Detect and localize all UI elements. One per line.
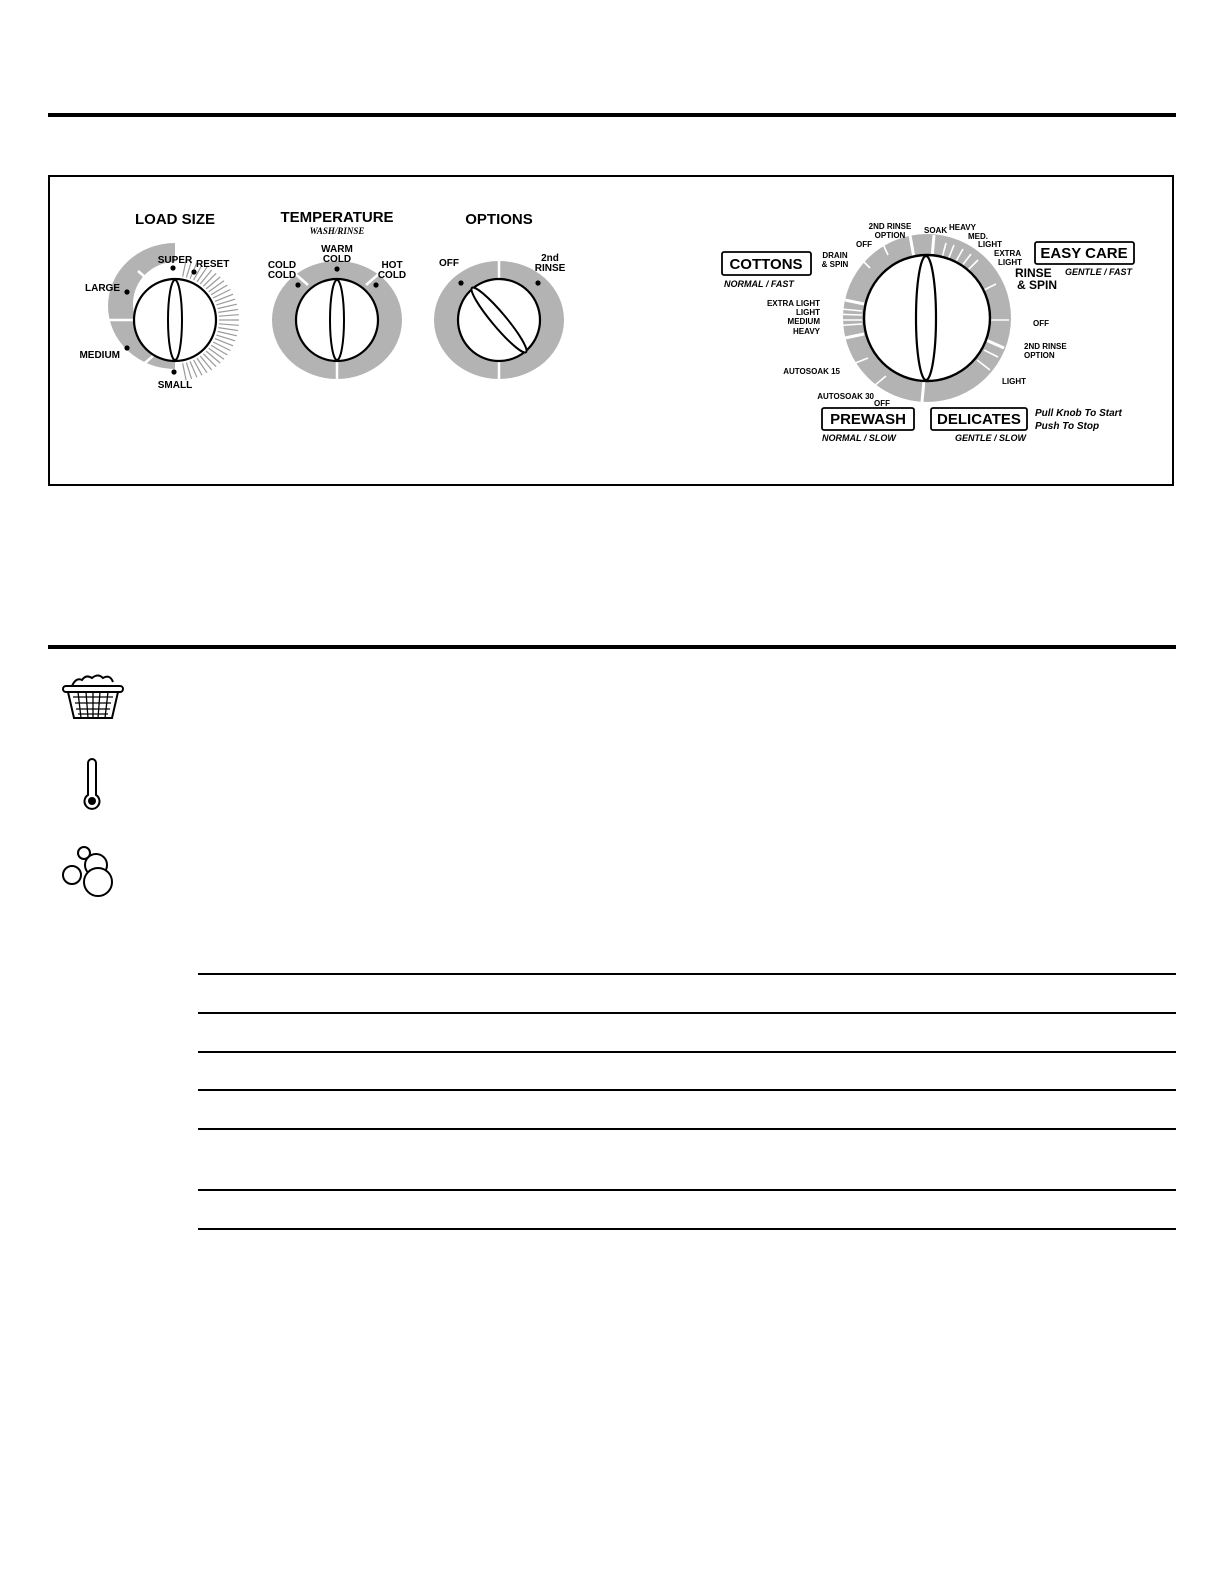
- hatch-tick: [218, 309, 238, 312]
- mark-rinse-spin-2: & SPIN: [1017, 278, 1058, 292]
- indicator-dot: [124, 345, 129, 350]
- control-panel-diagram: [50, 177, 1176, 488]
- indicator-dot: [295, 282, 300, 287]
- hatch-tick: [206, 277, 220, 289]
- indicator-dot: [458, 280, 463, 285]
- hatch-tick: [209, 281, 224, 292]
- options-rinse: RINSE: [534, 263, 566, 274]
- indicator-dot: [170, 265, 175, 270]
- temp-cold-cold-1: COLD: [267, 260, 297, 271]
- table-rule: [198, 973, 1176, 975]
- mark-extra-2: LIGHT: [998, 258, 1022, 267]
- mark-drain-2: & SPIN: [821, 260, 849, 269]
- mark-med-2: LIGHT: [978, 240, 1002, 249]
- mark-extra-1: EXTRA: [994, 249, 1022, 258]
- table-rule: [198, 1228, 1176, 1230]
- section-rule: [48, 645, 1176, 649]
- hatch-tick: [206, 351, 220, 363]
- cottons-label: COTTONS: [729, 256, 803, 273]
- cycle-pointer: [916, 256, 936, 380]
- hatch-tick: [219, 315, 239, 316]
- table-rule: [198, 1012, 1176, 1014]
- load-size-large: LARGE: [85, 283, 120, 294]
- mark-off-right: OFF: [1033, 319, 1049, 328]
- options-off: OFF: [439, 258, 459, 269]
- mark-off-top: OFF: [856, 240, 872, 249]
- temperature-pointer: [330, 280, 344, 360]
- load-size-title: LOAD SIZE: [134, 211, 216, 228]
- top-rule: [48, 113, 1176, 117]
- temp-cold-cold-2: COLD: [267, 270, 297, 281]
- hatch-tick: [203, 354, 216, 367]
- options-2nd: 2nd: [541, 253, 559, 264]
- mark-autosoak15: AUTOSOAK 15: [783, 367, 840, 376]
- mark-med-1: MED.: [968, 232, 988, 241]
- indicator-dot: [373, 282, 378, 287]
- hatch-tick: [211, 345, 227, 355]
- prewash-sub: NORMAL / SLOW: [822, 433, 896, 443]
- load-size-small: SMALL: [157, 380, 193, 391]
- mark-2nd-rinse-top-1: 2ND RINSE: [868, 222, 912, 231]
- load-size-super: SUPER: [157, 255, 193, 266]
- mark-heavy-left: HEAVY: [793, 327, 820, 336]
- options-knob[interactable]: [434, 261, 564, 380]
- temp-warm-cold-2: COLD: [322, 254, 352, 265]
- mark-2nd-rinse-top-2: OPTION: [874, 231, 906, 240]
- laundry-basket-icon: [60, 672, 126, 727]
- hatch-tick: [218, 328, 238, 331]
- bubbles-icon: [58, 843, 118, 904]
- mark-light-left: LIGHT: [796, 308, 820, 317]
- table-rule: [198, 1089, 1176, 1091]
- load-size-medium: MEDIUM: [79, 350, 120, 361]
- options-title: OPTIONS: [465, 211, 533, 228]
- indicator-dot: [124, 289, 129, 294]
- control-panel: [48, 175, 1174, 486]
- mark-medium-left: MEDIUM: [787, 317, 820, 326]
- cottons-sub: NORMAL / FAST: [724, 279, 794, 289]
- hatch-tick: [219, 324, 239, 325]
- temp-warm-cold-1: WARM: [321, 244, 353, 255]
- indicator-dot: [191, 269, 196, 274]
- indicator-dot: [171, 369, 176, 374]
- temp-hot-cold-2: COLD: [377, 270, 407, 281]
- mark-drain-1: DRAIN: [822, 251, 848, 260]
- hatch-tick: [218, 331, 237, 335]
- easy-care-sub: GENTLE / FAST: [1064, 267, 1132, 277]
- mark-off-bottom: OFF: [874, 399, 890, 408]
- hatch-tick: [186, 363, 191, 379]
- delicates-label: DELICATES: [937, 411, 1021, 428]
- hatch-tick: [203, 273, 216, 286]
- mark-soak: SOAK: [924, 226, 948, 235]
- hatch-tick: [218, 304, 237, 308]
- temp-hot-cold-1: HOT: [381, 260, 403, 271]
- mark-light-bottom: LIGHT: [1002, 377, 1026, 386]
- mark-rinse-spin-1: RINSE: [1015, 266, 1052, 280]
- thermometer-icon: [80, 757, 104, 816]
- pull-knob-line2: Push To Stop: [1035, 421, 1100, 432]
- indicator-dot: [334, 266, 339, 271]
- mark-autosoak30: AUTOSOAK 30: [817, 392, 874, 401]
- easy-care-label: EASY CARE: [1040, 245, 1128, 262]
- mark-2nd-rinse-right-2: OPTION: [1024, 351, 1055, 360]
- hatch-tick: [211, 285, 227, 295]
- cycle-knob[interactable]: [831, 234, 1011, 402]
- indicator-dot: [535, 280, 540, 285]
- mark-heavy-right: HEAVY: [949, 223, 976, 232]
- load-size-reset: RESET: [196, 259, 230, 270]
- delicates-sub: GENTLE / SLOW: [955, 433, 1026, 443]
- hatch-tick: [197, 358, 207, 373]
- table-rule: [198, 1128, 1176, 1130]
- hatch-tick: [209, 348, 224, 359]
- temperature-subtitle: WASH/RINSE: [309, 226, 365, 236]
- temperature-title: TEMPERATURE: [280, 209, 394, 226]
- hatch-tick: [200, 356, 211, 370]
- mark-extra-light-left: EXTRA LIGHT: [766, 299, 820, 308]
- hatch-tick: [183, 363, 186, 380]
- table-rule: [198, 1189, 1176, 1191]
- prewash-label: PREWASH: [830, 411, 906, 428]
- load-size-pointer: [168, 280, 182, 360]
- mark-2nd-rinse-right-1: 2ND RINSE: [1024, 342, 1067, 351]
- hatch-tick: [200, 270, 211, 284]
- pull-knob-line1: Pull Knob To Start: [1035, 408, 1122, 419]
- table-rule: [198, 1051, 1176, 1053]
